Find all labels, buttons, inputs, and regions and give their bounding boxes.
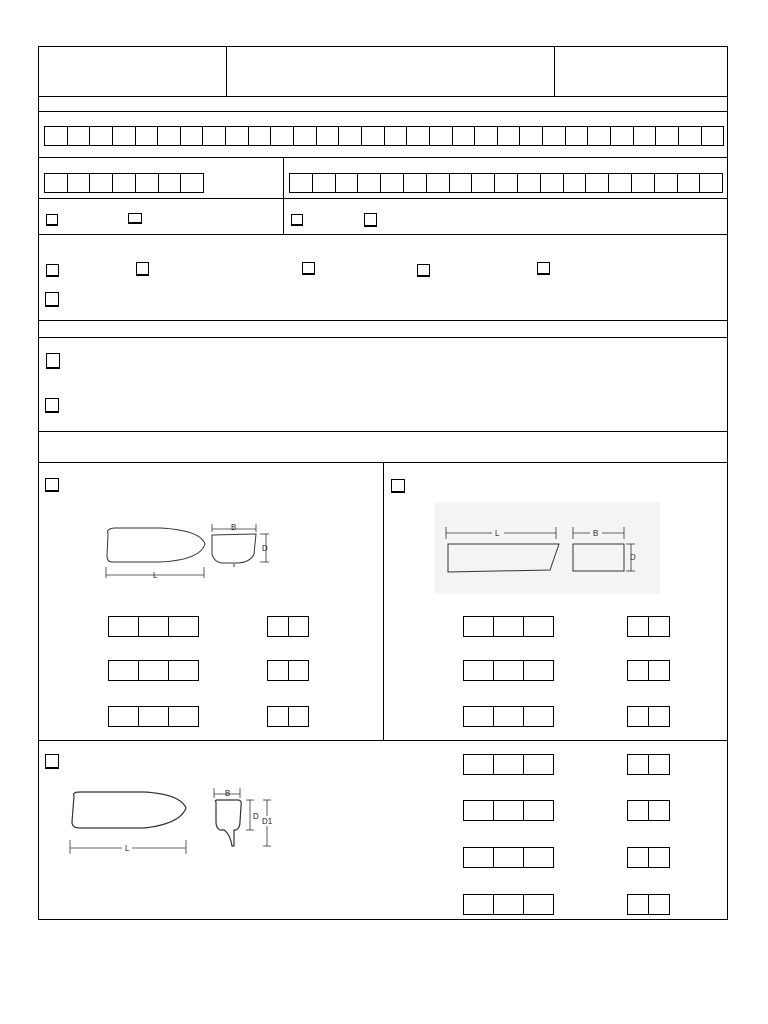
entry-field-long[interactable] bbox=[44, 126, 724, 146]
long-entry-cell[interactable] bbox=[113, 127, 136, 145]
vessel-divider bbox=[383, 462, 384, 740]
label-depth-2: D bbox=[630, 553, 636, 562]
checkbox-b2[interactable] bbox=[136, 262, 149, 276]
right-entry-cell[interactable] bbox=[495, 174, 518, 192]
dimension-small-3c[interactable] bbox=[627, 847, 670, 868]
dimension-small-2c[interactable] bbox=[627, 706, 670, 727]
long-entry-cell[interactable] bbox=[475, 127, 498, 145]
label-breadth-3: B bbox=[225, 789, 231, 798]
line-740 bbox=[38, 740, 728, 741]
right-entry-cell[interactable] bbox=[336, 174, 359, 192]
long-entry-cell[interactable] bbox=[271, 127, 294, 145]
short-entry-cell[interactable] bbox=[113, 174, 136, 192]
long-entry-cell[interactable] bbox=[611, 127, 634, 145]
right-entry-cell[interactable] bbox=[586, 174, 609, 192]
dimension-length-3b[interactable] bbox=[463, 800, 554, 821]
long-entry-cell[interactable] bbox=[339, 127, 362, 145]
checkbox-b3[interactable] bbox=[302, 262, 315, 275]
checkbox-b4[interactable] bbox=[417, 264, 430, 277]
right-entry-cell[interactable] bbox=[381, 174, 404, 192]
dimension-small-1c[interactable] bbox=[267, 706, 309, 727]
long-entry-cell[interactable] bbox=[90, 127, 113, 145]
right-entry-cell[interactable] bbox=[472, 174, 495, 192]
label-breadth-2: B bbox=[593, 529, 599, 538]
hull-diagram-1 bbox=[100, 520, 280, 582]
long-entry-cell[interactable] bbox=[203, 127, 226, 145]
checkbox-b5[interactable] bbox=[537, 262, 550, 275]
right-entry-cell[interactable] bbox=[358, 174, 381, 192]
dimension-length-2a[interactable] bbox=[463, 616, 554, 637]
dimension-small-3a[interactable] bbox=[627, 754, 670, 775]
dimension-small-1a[interactable] bbox=[267, 616, 309, 637]
checkbox-a4[interactable] bbox=[364, 213, 377, 227]
checkbox-vessel-2[interactable] bbox=[391, 479, 405, 493]
checkbox-b1[interactable] bbox=[46, 264, 59, 277]
long-entry-cell[interactable] bbox=[498, 127, 521, 145]
line-234 bbox=[38, 234, 728, 235]
label-depth-1: D bbox=[262, 544, 268, 553]
hull-diagram-3 bbox=[64, 784, 284, 860]
label-length-2: L bbox=[495, 529, 500, 538]
checkbox-a1[interactable] bbox=[46, 214, 58, 226]
dimension-length-3d[interactable] bbox=[463, 894, 554, 915]
dimension-small-3d[interactable] bbox=[627, 894, 670, 915]
long-entry-cell[interactable] bbox=[362, 127, 385, 145]
dimension-length-1a[interactable] bbox=[108, 616, 199, 637]
dimension-small-3b[interactable] bbox=[627, 800, 670, 821]
long-entry-cell[interactable] bbox=[226, 127, 249, 145]
line-431 bbox=[38, 431, 728, 432]
right-entry-cell[interactable] bbox=[564, 174, 587, 192]
entry-field-right[interactable] bbox=[289, 173, 723, 193]
right-entry-cell[interactable] bbox=[313, 174, 336, 192]
entry-field-short[interactable] bbox=[44, 173, 204, 193]
long-entry-cell[interactable] bbox=[566, 127, 589, 145]
dimension-length-2b[interactable] bbox=[463, 660, 554, 681]
short-entry-cell[interactable] bbox=[159, 174, 182, 192]
line-337 bbox=[38, 337, 728, 338]
long-entry-cell[interactable] bbox=[136, 127, 159, 145]
long-entry-cell[interactable] bbox=[634, 127, 657, 145]
long-entry-cell[interactable] bbox=[430, 127, 453, 145]
short-entry-cell[interactable] bbox=[90, 174, 113, 192]
label-depth1-3: D1 bbox=[262, 817, 273, 826]
label-breadth-1: B bbox=[231, 523, 237, 532]
right-entry-cell[interactable] bbox=[700, 174, 722, 192]
checkbox-c2[interactable] bbox=[45, 398, 59, 413]
long-entry-cell[interactable] bbox=[294, 127, 317, 145]
dimension-length-1c[interactable] bbox=[108, 706, 199, 727]
hull-diagram-2 bbox=[434, 502, 660, 594]
checkbox-vessel-3[interactable] bbox=[45, 754, 59, 769]
header-divider-2 bbox=[554, 46, 555, 96]
mid-divider bbox=[283, 157, 284, 234]
dimension-small-2a[interactable] bbox=[627, 616, 670, 637]
short-entry-cell[interactable] bbox=[45, 174, 68, 192]
checkbox-a3[interactable] bbox=[291, 214, 303, 226]
long-entry-cell[interactable] bbox=[407, 127, 430, 145]
right-entry-cell[interactable] bbox=[609, 174, 632, 192]
dimension-small-2b[interactable] bbox=[627, 660, 670, 681]
long-entry-cell[interactable] bbox=[68, 127, 91, 145]
dimension-length-3a[interactable] bbox=[463, 754, 554, 775]
line-198 bbox=[38, 198, 728, 199]
long-entry-cell[interactable] bbox=[543, 127, 566, 145]
checkbox-b6[interactable] bbox=[45, 292, 59, 307]
long-entry-cell[interactable] bbox=[385, 127, 408, 145]
long-entry-cell[interactable] bbox=[453, 127, 476, 145]
long-entry-cell[interactable] bbox=[45, 127, 68, 145]
line-157 bbox=[38, 157, 728, 158]
line-111 bbox=[38, 111, 728, 112]
right-entry-cell[interactable] bbox=[290, 174, 313, 192]
short-entry-cell[interactable] bbox=[68, 174, 91, 192]
long-entry-cell[interactable] bbox=[317, 127, 340, 145]
checkbox-a2[interactable] bbox=[128, 213, 142, 224]
long-entry-cell[interactable] bbox=[679, 127, 702, 145]
dimension-length-3c[interactable] bbox=[463, 847, 554, 868]
checkbox-vessel-1[interactable] bbox=[45, 478, 59, 492]
right-entry-cell[interactable] bbox=[427, 174, 450, 192]
header-bottom-line bbox=[38, 96, 728, 97]
dimension-length-2c[interactable] bbox=[463, 706, 554, 727]
line-320 bbox=[38, 320, 728, 321]
checkbox-c1[interactable] bbox=[46, 353, 60, 369]
right-entry-cell[interactable] bbox=[450, 174, 473, 192]
long-entry-cell[interactable] bbox=[249, 127, 272, 145]
label-length-3: L bbox=[125, 844, 130, 853]
label-length-1: L bbox=[153, 571, 158, 580]
header-divider-1 bbox=[226, 46, 227, 96]
long-entry-cell[interactable] bbox=[656, 127, 679, 145]
short-entry-cell[interactable] bbox=[181, 174, 203, 192]
dimension-length-1b[interactable] bbox=[108, 660, 199, 681]
dimension-small-1b[interactable] bbox=[267, 660, 309, 681]
right-entry-cell[interactable] bbox=[678, 174, 701, 192]
right-entry-cell[interactable] bbox=[632, 174, 655, 192]
right-entry-cell[interactable] bbox=[404, 174, 427, 192]
short-entry-cell[interactable] bbox=[136, 174, 159, 192]
long-entry-cell[interactable] bbox=[702, 127, 724, 145]
long-entry-cell[interactable] bbox=[520, 127, 543, 145]
long-entry-cell[interactable] bbox=[181, 127, 204, 145]
long-entry-cell[interactable] bbox=[158, 127, 181, 145]
right-entry-cell[interactable] bbox=[655, 174, 678, 192]
right-entry-cell[interactable] bbox=[541, 174, 564, 192]
long-entry-cell[interactable] bbox=[588, 127, 611, 145]
right-entry-cell[interactable] bbox=[518, 174, 541, 192]
label-depth-3: D bbox=[253, 812, 259, 821]
